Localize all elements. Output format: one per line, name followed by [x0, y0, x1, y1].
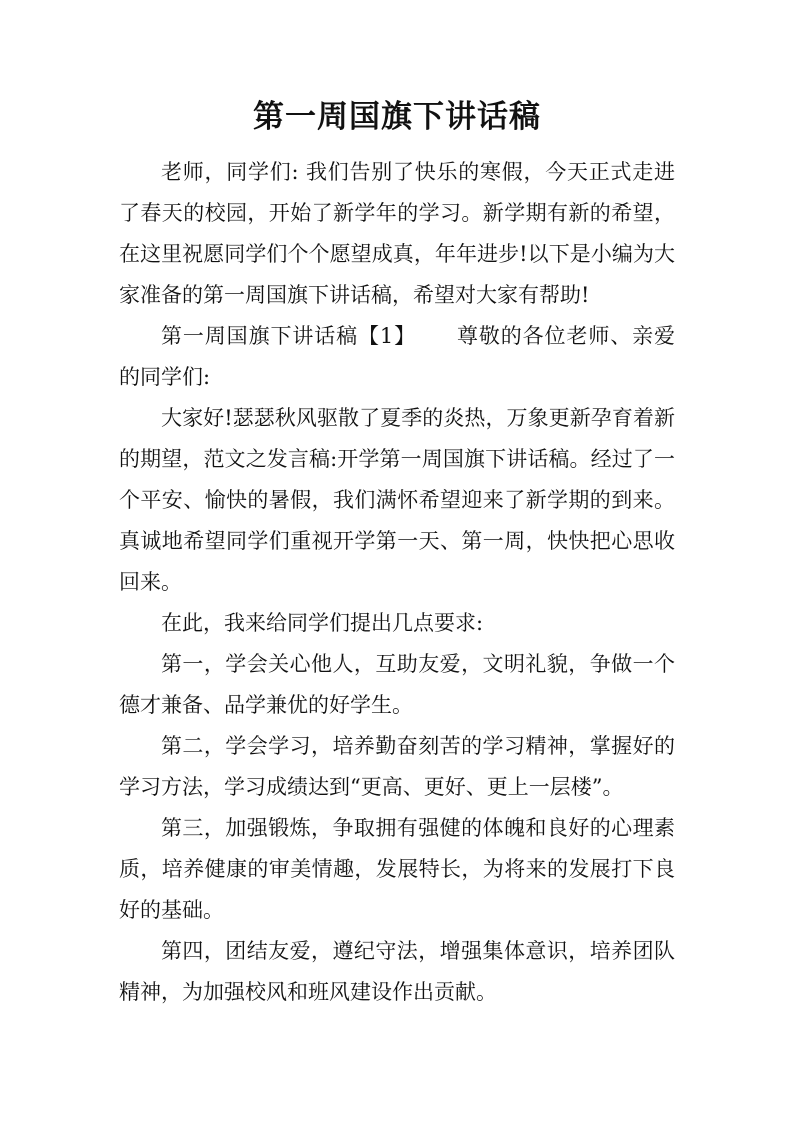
requirement-third: 第三，加强锻炼，争取拥有强健的体魄和良好的心理素质，培养健康的审美情趣，发展特长，为将来的发展打下良好的基础。	[119, 816, 675, 922]
document-body	[119, 152, 675, 1013]
requirement-second: 第二，学会学习，培养勤奋刻苦的学习精神，掌握好的学习方法，学习成绩达到“更高、更好、更上一层楼”。	[119, 734, 675, 799]
requirement-first: 第一，学会关心他人，互助友爱，文明礼貌，争做一个德才兼备、品学兼优的好学生。	[119, 652, 675, 717]
intro-paragraph: 老师，同学们: 我们告别了快乐的寒假，今天正式走进了春天的校园，开始了新学年的学习。新学期有新的希望，在这里祝愿同学们个个愿望成真，年年进步!以下是小编为大家准备的第一周国旗下讲话稿，希望对大家有帮助!	[119, 160, 675, 307]
salutation: 尊敬的各位老师、亲爱的同学们:	[119, 324, 675, 389]
requirement-fourth: 第四，团结友爱，遵纪守法，增强集体意识，培养团队精神，为加强校风和班风建设作出贡献。	[119, 939, 675, 1004]
document-title: 第一周国旗下讲话稿	[253, 99, 541, 135]
section-heading-paragraph	[119, 316, 675, 398]
greeting-paragraph: 大家好!瑟瑟秋风驱散了夏季的炎热，万象更新孕育着新的期望，范文之发言稿:开学第一周国旗下讲话稿。经过了一个平安、愉快的暑假，我们满怀希望迎来了新学期的到来。真诚地希望同学们重视开学第一天、第一周，快快把心思收回来。	[119, 406, 675, 594]
section-heading: 第一周国旗下讲话稿【1】	[161, 324, 417, 348]
requirements-intro: 在此，我来给同学们提出几点要求:	[161, 611, 484, 635]
